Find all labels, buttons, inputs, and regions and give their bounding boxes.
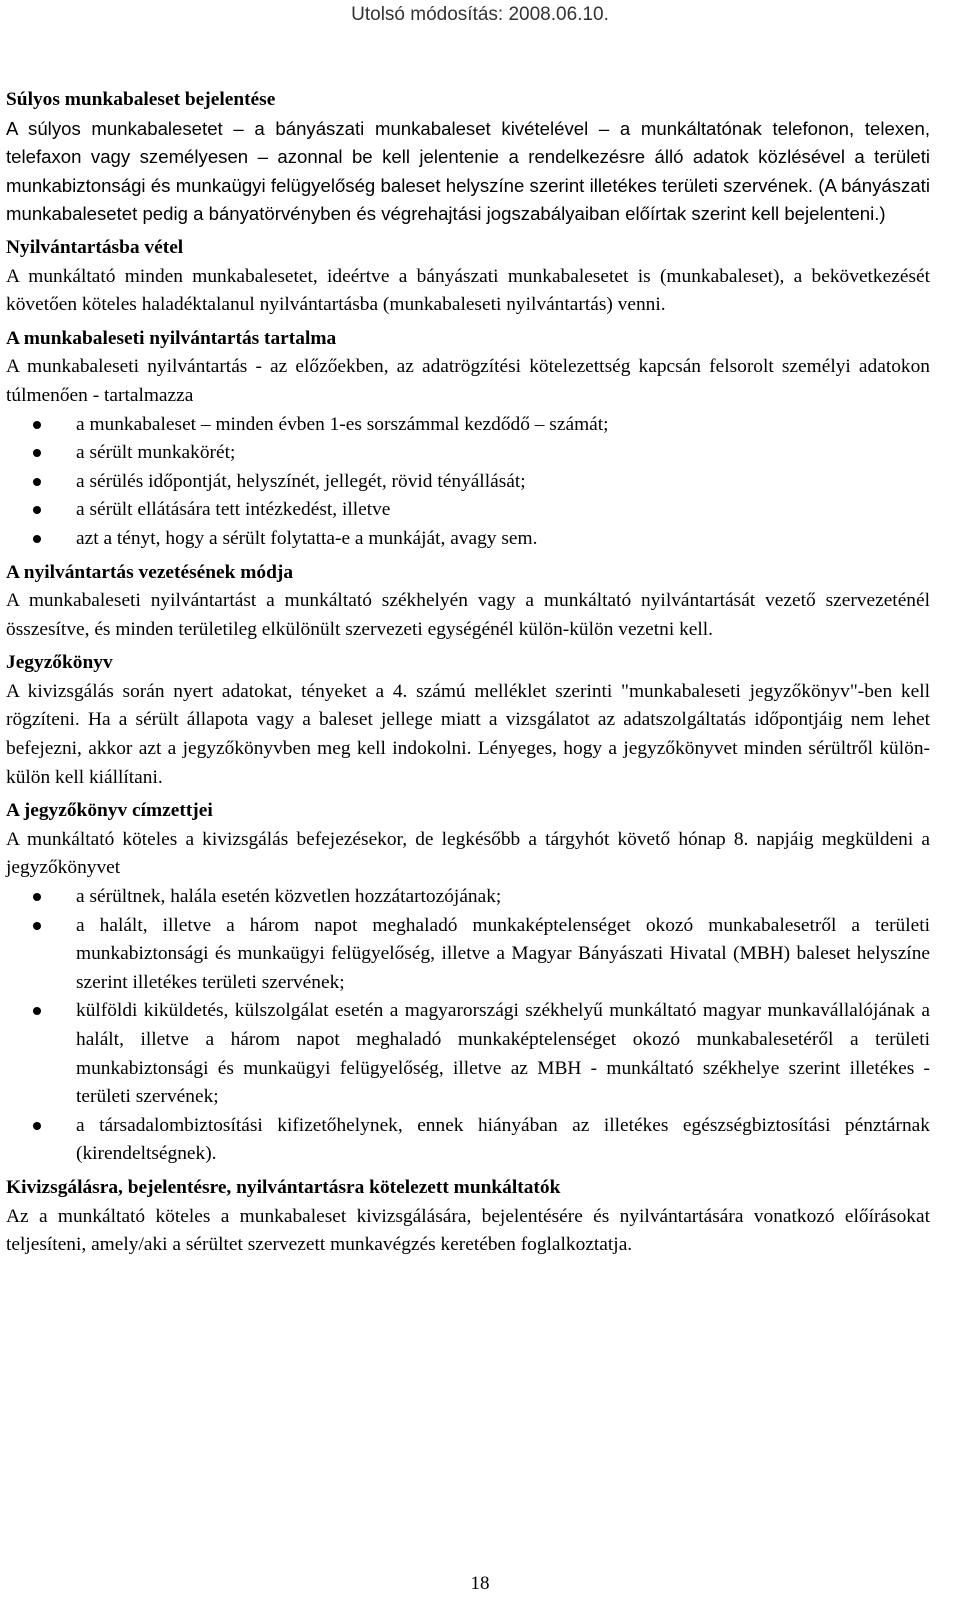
list-item: külföldi kiküldetés, külszolgálat esetén a magyarországi székhelyű munkáltató magyar munkavállalójának a halált, illetve a három napot meghaladó munkaképtelenséget okozó munkabalesetéről a területi munkabiztonsági és munkaügyi felügyelőség, illetve az MBH - munkáltató székhelye szerint illetékes - területi szervének; — [6, 997, 930, 1111]
section-paragraph: A munkáltató minden munkabalesetet, ideértve a bányászati munkabalesetet is (munkabaleset), a bekövetkezését követően köteles haladéktalanul nyilvántartásba (munkabaleseti nyilvántartás) venni. — [6, 265, 930, 316]
section-heading: Súlyos munkabaleset bejelentése — [6, 89, 276, 110]
section-paragraph: Az a munkáltató köteles a munkabaleset kivizsgálására, bejelentésére és nyilvántartására vonatkozó előírásokat teljesíteni, amely/aki a sérültet szervezett munkavégzés keretében foglalkoztatja. — [6, 1205, 930, 1256]
section-paragraph: A kivizsgálás során nyert adatokat, tényeket a 4. számú melléklet szerinti "munkabaleseti jegyzőkönyv"-ben kell rögzíteni. Ha a sérült állapota vagy a baleset jellege miatt a vizsgálatot az adatszolgáltatás időpontjáig nem lehet befejezni, akkor azt a jegyzőkönyvben meg kell indokolni. Lényeges, hogy a jegyzőkönyvet minden sérültről külön-külön kell kiállítani. — [6, 680, 930, 788]
section-paragraph: A munkáltató köteles a kivizsgálás befejezésekor, de legkésőbb a tárgyhót követő hónap 8. napjáig megküldeni a jegyzőkönyvet — [6, 828, 930, 879]
paragraph-text-note: (A bányászati munkabalesetet pedig a bányatörvényben és végrehajtási jogszabályaiban előírtak szerint kell bejelenteni.) — [6, 174, 930, 225]
section-heading: Jegyzőkönyv — [6, 652, 113, 674]
section-report — [6, 649, 930, 792]
list-item: a sérült munkakörét; — [6, 439, 930, 468]
paragraph-text: A súlyos munkabalesetet – a bányászati munkabaleset kivételével – a munkáltatónak telefonon, telexen, telefaxon vagy személyesen – azonnal be kell jelentenie a rendelkezésre álló adatok közlésével a területi munkabiztonsági és munkaügyi felügyelőség baleset helyszíne szerint illetékes területi szervének. — [6, 117, 930, 196]
section-obligated-employers — [6, 1174, 930, 1260]
section-heading: Nyilvántartásba vétel — [6, 236, 184, 258]
list-item: a sérülés időpontját, helyszínét, jellegét, rövid tényállását; — [6, 468, 930, 497]
section-serious-accident-report — [6, 86, 930, 229]
last-modified-date: Utolsó módosítás: 2008.06.10. — [351, 4, 609, 25]
list-item: a sérült ellátására tett intézkedést, illetve — [6, 496, 930, 525]
section-heading: Kivizsgálásra, bejelentésre, nyilvántartásra kötelezett munkáltatók — [6, 1176, 561, 1198]
list-item: azt a tényt, hogy a sérült folytatta-e a munkáját, avagy sem. — [6, 525, 930, 554]
list-item: a halált, illetve a három napot meghaladó munkaképtelenséget okozó munkabalesetről a területi munkabiztonsági és munkaügyi felügyelőség, illetve a Magyar Bányászati Hivatal (MBH) baleset helyszíne szerint illetékes területi szervének; — [6, 912, 930, 998]
section-paragraph — [6, 115, 930, 229]
list-item: a munkabaleset – minden évben 1-es sorszámmal kezdődő – számát; — [6, 411, 930, 440]
section-register-method — [6, 559, 930, 645]
list-item: a társadalombiztosítási kifizetőhelynek, ennek hiányában az illetékes egészségbiztosítási pénztárnak (kirendeltségnek). — [6, 1112, 930, 1169]
section-report-recipients — [6, 797, 930, 1169]
bullet-list — [6, 411, 930, 554]
list-item: a sérültnek, halála esetén közvetlen hozzátartozójának; — [6, 883, 930, 912]
section-paragraph: A munkabaleseti nyilvántartás - az előzőekben, az adatrögzítési kötelezettség kapcsán felsorolt személyi adatokon túlmenően - tartalmazza — [6, 356, 930, 406]
bullet-list — [6, 883, 930, 1169]
page-number: 18 — [470, 1573, 490, 1594]
section-heading: A nyilvántartás vezetésének módja — [6, 561, 294, 583]
section-paragraph: A munkabaleseti nyilvántartást a munkáltató székhelyén vagy a munkáltató nyilvántartását vezető szervezeténél összesítve, és minden területileg elkülönült szervezeti egységénél külön-külön vezetni kell. — [6, 590, 930, 640]
section-register-contents — [6, 325, 930, 554]
document-body — [6, 86, 930, 1265]
section-heading: A munkabaleseti nyilvántartás tartalma — [6, 327, 337, 349]
section-registration — [6, 234, 930, 320]
section-heading: A jegyzőkönyv címzettjei — [6, 800, 213, 822]
